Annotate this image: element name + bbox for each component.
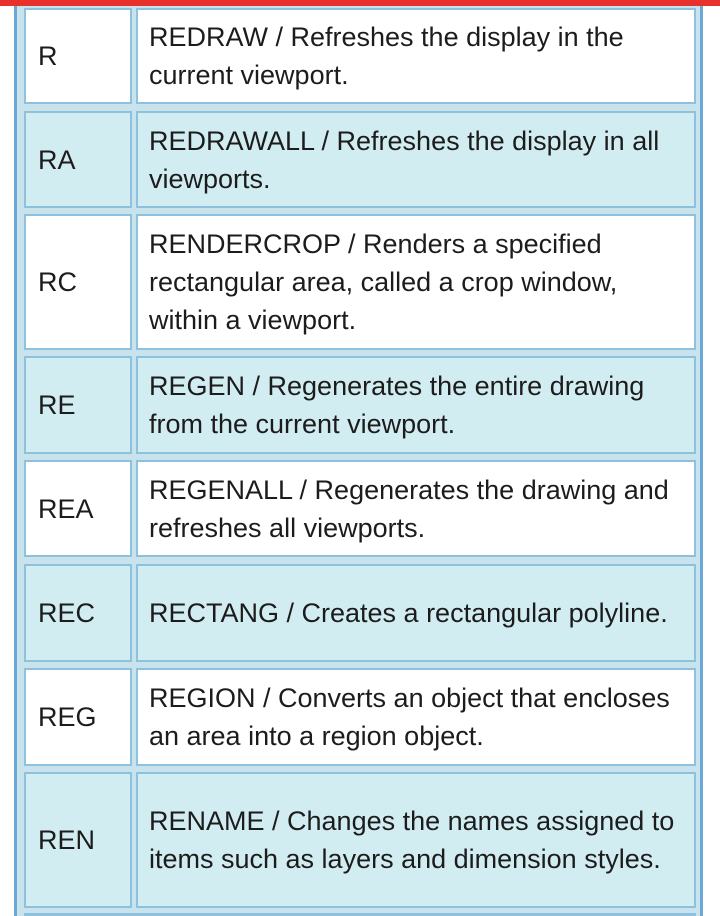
- table-row: [24, 772, 696, 908]
- table-row: [24, 8, 696, 104]
- command-code: REC: [24, 564, 132, 662]
- command-description: RENAME / Changes the names assigned to items such as layers and dimension styles.: [136, 772, 696, 908]
- table-row: [24, 564, 696, 662]
- command-code: RC: [24, 214, 132, 350]
- command-description: REDRAW / Refreshes the display in the current viewport.: [136, 8, 696, 104]
- command-code: REG: [24, 668, 132, 766]
- table-row: [24, 460, 696, 557]
- command-description: RENDERCROP / Renders a specified rectangular area, called a crop window, within a viewport.: [136, 214, 696, 350]
- command-description: RECTANG / Creates a rectangular polyline.: [136, 564, 696, 662]
- command-description: REGENALL / Regenerates the drawing and refreshes all viewports.: [136, 460, 696, 557]
- command-code: RE: [24, 356, 132, 454]
- command-code: REA: [24, 460, 132, 557]
- table-row: [24, 668, 696, 766]
- command-description: REGION / Converts an object that encloses an area into a region object.: [136, 668, 696, 766]
- table-row: [24, 356, 696, 454]
- command-description: REDRAWALL / Refreshes the display in all viewports.: [136, 111, 696, 208]
- command-code: REN: [24, 772, 132, 908]
- command-code: RA: [24, 111, 132, 208]
- command-description: REGEN / Regenerates the entire drawing from the current viewport.: [136, 356, 696, 454]
- command-code: R: [24, 8, 132, 104]
- table-row: [24, 214, 696, 350]
- table-row: [24, 111, 696, 208]
